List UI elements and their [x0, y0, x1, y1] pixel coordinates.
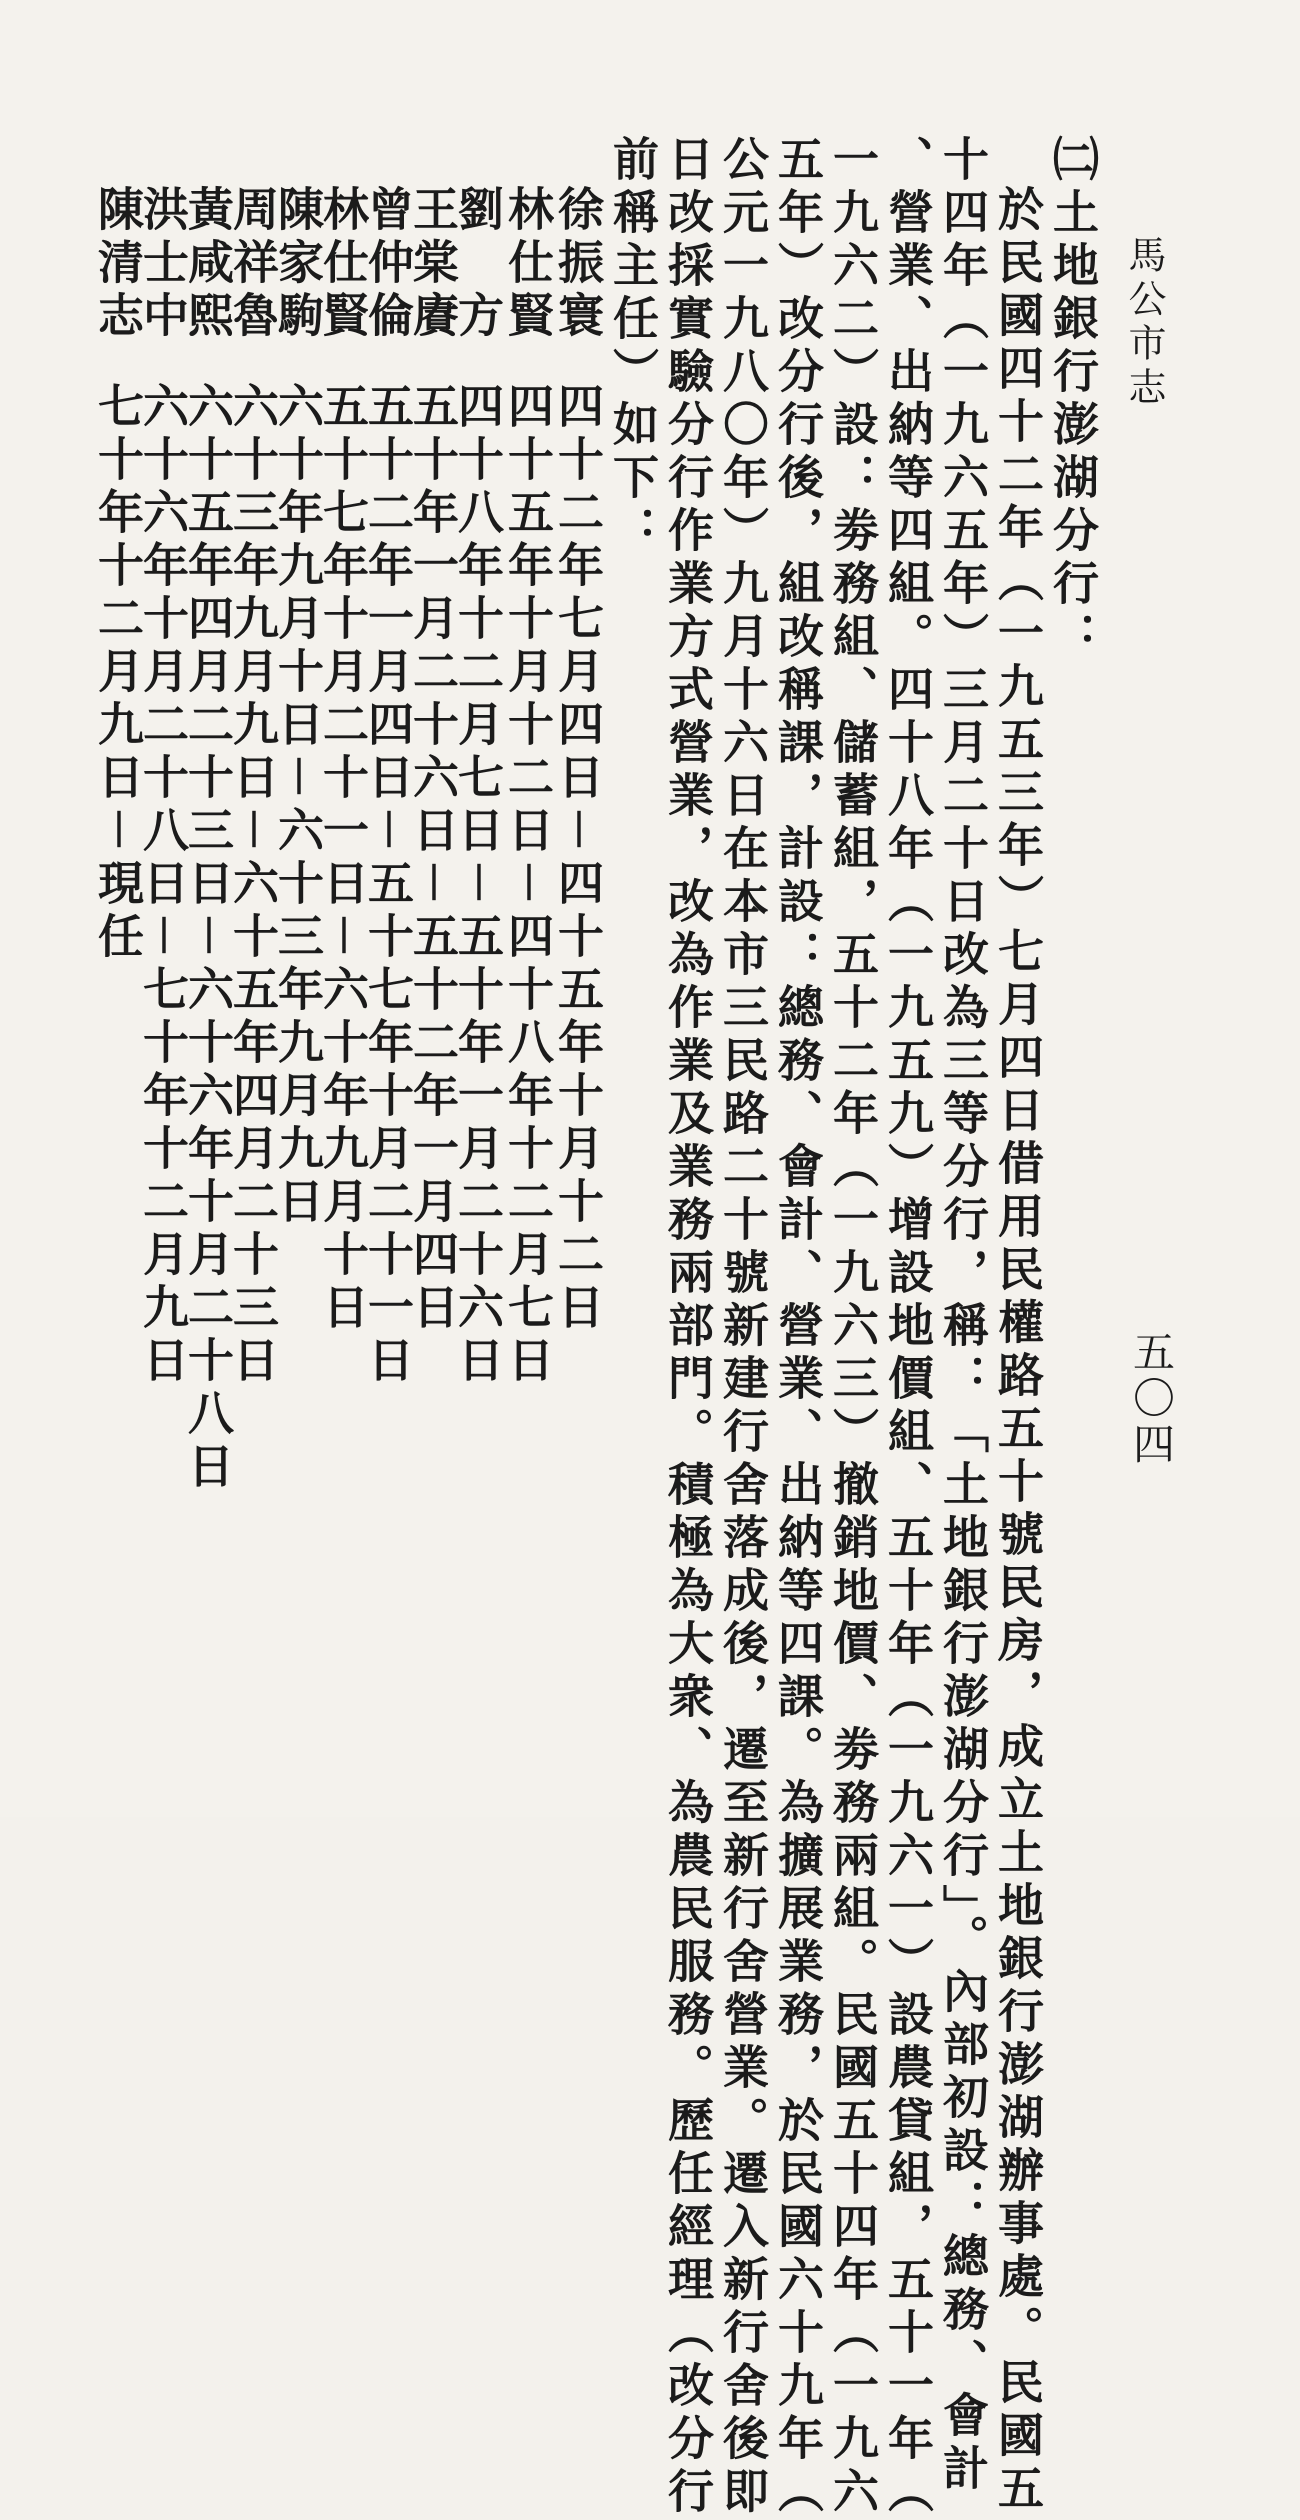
manager-row	[136, 185, 190, 1389]
manager-term: 六十年九月十日－六十三年九月九日	[271, 382, 325, 1230]
manager-row	[501, 185, 555, 1389]
body-line-1: 於民國四十二年（一九五三年）七月四日借用民權路五十號民房，成立土地銀行澎湖辦事處。民國五	[991, 185, 1045, 2517]
manager-term: 五十七年十月二十一日－六十年九月十日	[316, 382, 370, 1336]
body-line-2: 十四年（一九六五年）三月二十日改為三等分行，稱：「土地銀行澎湖分行」。內部初設：總務、會計	[936, 135, 990, 2497]
manager-term: 六十五年四月二十三日－六十六年十月二十八日	[181, 382, 235, 1495]
manager-term: 六十六年十月二十八日－七十年十二月九日	[136, 382, 190, 1389]
manager-row	[451, 185, 505, 1389]
manager-name: 洪士中	[136, 185, 190, 344]
manager-row	[91, 185, 145, 965]
manager-name: 黃咸熙	[181, 185, 235, 344]
manager-term: 四十五年十月十二日－四十八年十二月七日	[501, 382, 555, 1389]
manager-term: 五十年一月二十六日－五十二年一月四日	[406, 382, 460, 1336]
manager-term: 四十二年七月四日－四十五年十月十二日	[551, 382, 605, 1336]
body-line-4: 一九六二）設：劵務組、儲蓄組，五十二年（一九六三）撤銷地價、劵務兩組。民國五十四年（一九六	[826, 135, 880, 2520]
manager-name: 周祥魯	[226, 185, 280, 344]
page-header-title: 馬公市志	[1122, 235, 1166, 411]
manager-name: 陳清志	[91, 185, 145, 344]
manager-row	[406, 185, 460, 1336]
section-title: ㈡土地銀行澎湖分行：	[1046, 135, 1100, 665]
manager-term: 六十三年九月九日－六十五年四月二十三日	[226, 382, 280, 1389]
manager-row	[361, 185, 415, 1389]
manager-row	[226, 185, 280, 1389]
manager-row	[316, 185, 370, 1336]
manager-name: 王棠賡	[406, 185, 460, 344]
body-line-7: 日改採實驗分行作業方式營業，改為作業及業務兩部門。積極為大衆、為農民服務。歷任經理（改分行	[661, 135, 715, 2520]
body-line-6: 公元一九八〇年）九月十六日在本市三民路二十號新建行舍落成後，遷至新行舍營業。遷入新行舍後即	[716, 135, 770, 2520]
manager-name: 徐振寰	[551, 185, 605, 344]
manager-row	[271, 185, 325, 1230]
manager-term: 四十八年十二月七日－五十年一月二十六日	[451, 382, 505, 1389]
manager-name: 曾仲倫	[361, 185, 415, 344]
body-line-5: 五年）改分行後，組改稱課，計設：總務、會計、營業、出納等四課。為擴展業務，於民國六十九年（	[771, 135, 825, 2520]
manager-row	[551, 185, 605, 1336]
manager-term: 七十年十二月九日－現任	[91, 382, 145, 965]
manager-row	[181, 185, 235, 1495]
manager-name: 林仕賢	[316, 185, 370, 344]
body-line-8: 前稱主任）如下：	[606, 135, 660, 559]
page-number: 五〇四	[1127, 1330, 1176, 1468]
manager-name: 陳家駒	[271, 185, 325, 344]
manager-name: 劉 方	[451, 185, 505, 344]
body-line-3: 、營業、出納等四組。四十八年（一九五九）增設地價組、五十年（一九六一）設農貸組，五十一年（	[881, 135, 935, 2520]
manager-name: 林仕賢	[501, 185, 555, 344]
manager-term: 五十二年一月四日－五十七年十月二十一日	[361, 382, 415, 1389]
